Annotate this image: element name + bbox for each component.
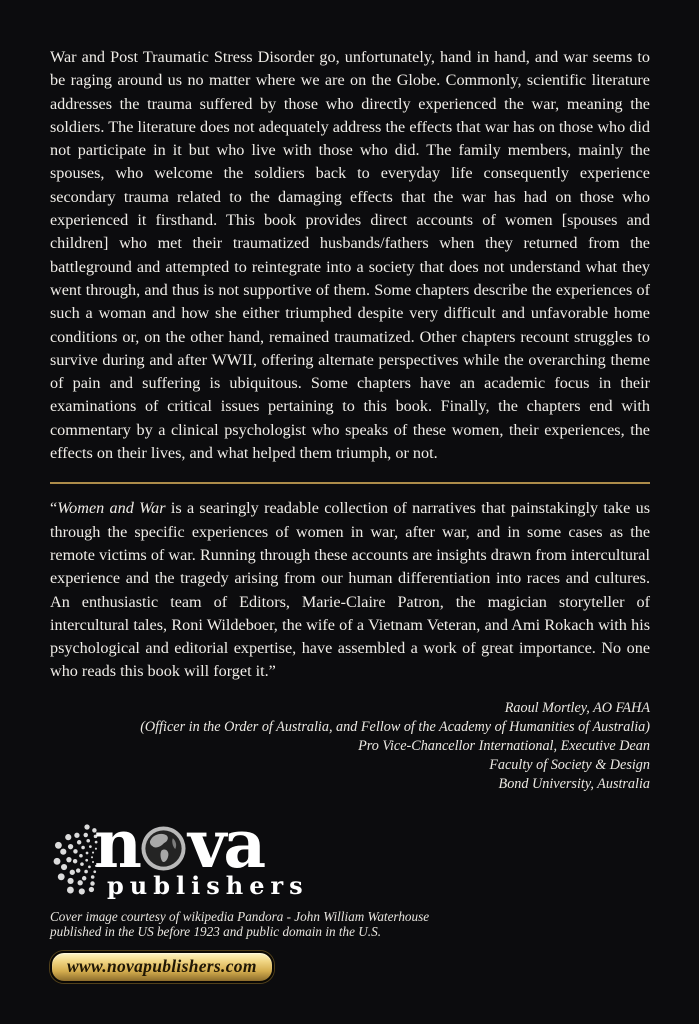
attribution-role: Pro Vice-Chancellor International, Executive Dean (358, 737, 650, 754)
nova-publishers-logo (50, 804, 650, 900)
attribution-name: Raoul Mortley, AO FAHA (504, 699, 650, 716)
logo-word-nova (94, 804, 309, 883)
attribution-university: Bond University, Australia (498, 775, 650, 792)
testimonial-quote (50, 497, 650, 683)
synopsis-paragraph: War and Post Traumatic Stress Disorder go, unfortunately, hand in hand, and war seems to be raging around us no matter where we are on the Globe. Commonly, scientific literature addresses the trauma suffered by those who directly experienced the war, meaning the soldiers. The literature does not adequately address the effects that war has on those who did not participate in it but who live with those who did. The family members, mainly the spouses, who welcome the soldiers back to everyday life consequently experience secondary trauma related to the damaging effects that the war has had on those who experienced it firsthand. This book provides direct accounts of women [spouses and children] who met their traumatized husbands/fathers when they returned from the battleground and attempted to reintegrate into a society that does not understand what they went through, and thus is not supportive of them. Some chapters describe the experiences of such a woman and how she either triumphed despite very difficult and unfavorable home conditions or, on the other hand, remained traumatized. Other chapters recount struggles to survive during and after WWII, offering alternate perspectives while the overarching theme of pain and suffering is ubiquitous. Some chapters have an academic focus in their examinations of critical issues pertaining to this book. Finally, the chapters end with commentary by a clinical psychologist who speaks of these women, their experiences, the effects on their lives, and what helped them triumph, or not. (50, 48, 650, 463)
logo-word-publishers: publishers (107, 870, 309, 900)
cover-image-credit (50, 909, 650, 940)
opening-quote-mark: “ (50, 499, 58, 518)
gold-divider (50, 482, 650, 484)
attribution-block (50, 699, 650, 794)
logo-letter-n: n (94, 804, 139, 883)
quoted-book-title: Women and War (57, 499, 166, 518)
testimonial-text: is a searingly readable collection of narratives that painstakingly take us through the specific experiences of women in war, after war, and in some cases as the remote victims of war. Running through these accounts are insights drawn from intercultural experience and the tragedy arising from our human differentiation into races and cultures. An enthusiastic team of Editors, Marie-Claire Patron, the magician storyteller of intercultural tales, Roni Wildeboer, the wife of a Vietnam Veteran, and Ami Rokach with his psychological and editorial expertise, have assembled a work of great importance. No one who reads this book will forget it.” (50, 499, 650, 681)
globe-icon (140, 823, 187, 870)
logo-letters-va: va (188, 804, 264, 883)
website-pill (50, 951, 274, 983)
website-url: www.novapublishers.com (67, 955, 257, 976)
attribution-faculty: Faculty of Society & Design (489, 756, 650, 773)
attribution-honors: (Officer in the Order of Australia, and Fellow of the Academy of Humanities of Australia) (140, 718, 650, 735)
credit-line-2: published in the US before 1923 and public domain in the U.S. (50, 924, 381, 940)
credit-line-1: Cover image courtesy of wikipedia Pandora - John William Waterhouse (50, 908, 430, 924)
